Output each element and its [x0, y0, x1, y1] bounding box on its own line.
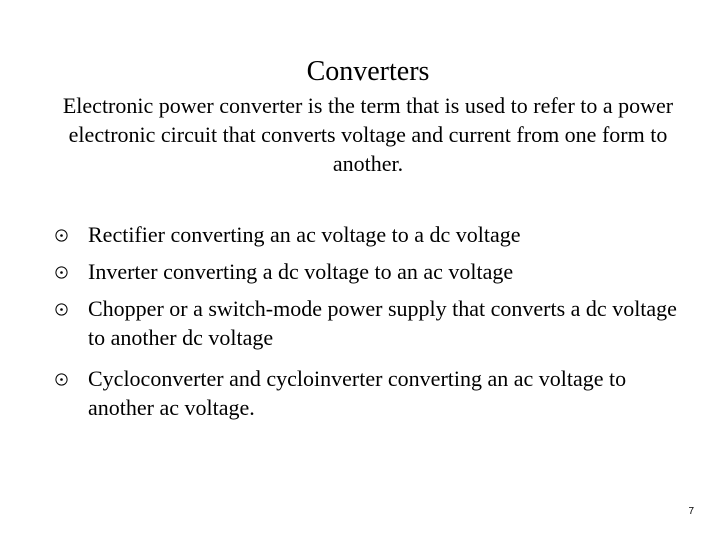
bullet-list	[50, 220, 680, 430]
circled-dot-icon	[55, 266, 68, 279]
bullet-text: Cycloconverter and cycloinverter converting an ac voltage to another ac voltage.	[88, 366, 627, 420]
bullet-text: Rectifier converting an ac voltage to a dc voltage	[88, 222, 521, 247]
page-number: 7	[688, 506, 694, 517]
circled-dot-icon	[55, 373, 68, 386]
bullet-item-chopper	[50, 294, 680, 352]
bullet-item-inverter	[50, 257, 680, 286]
bullet-item-cycloconverter	[50, 364, 680, 422]
circled-dot-icon	[55, 229, 68, 242]
bullet-item-rectifier	[50, 220, 680, 249]
circled-dot-icon	[55, 303, 68, 316]
bullet-text: Chopper or a switch-mode power supply that converts a dc voltage to another dc voltage	[88, 296, 677, 350]
intro-paragraph: Electronic power converter is the term that is used to refer to a power electronic circuit that converts voltage and current from one form to another.	[62, 93, 674, 176]
bullet-text: Inverter converting a dc voltage to an ac voltage	[88, 259, 514, 284]
slide-title: Converters	[306, 56, 430, 87]
